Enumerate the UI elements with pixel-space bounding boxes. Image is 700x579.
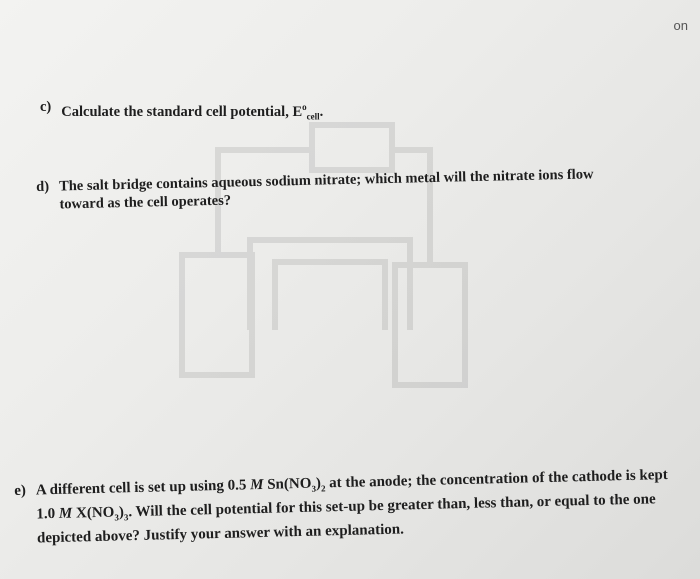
question-c-text — [61, 98, 640, 126]
compound-1-sub-b: 2 — [320, 483, 326, 494]
compound-2: X(NO — [72, 504, 115, 522]
molarity-unit-2: M — [58, 505, 73, 522]
question-c-label: c) — [40, 99, 52, 115]
compound-2-sub-a: 3 — [114, 512, 120, 523]
corner-mark: on — [673, 18, 688, 33]
question-e — [14, 466, 685, 549]
compound-2-close: ) — [118, 504, 125, 521]
question-e-label: e) — [14, 482, 27, 499]
question-d-text: The salt bridge contains aqueous sodium nitrate; which metal will the nitrate ions flow toward as the cell operates? — [58, 166, 594, 213]
cell-subscript: cell — [306, 111, 320, 122]
question-e-part3: . Will the cell potential for this set-up be greater than, less than, or equal to the one depicted above? Justify your answer with an explanation. — [36, 491, 656, 547]
question-e-text — [36, 466, 686, 549]
compound-1-sub-a: 3 — [311, 483, 317, 494]
question-c — [40, 98, 640, 126]
question-d — [36, 164, 637, 214]
standard-state-superscript: o — [302, 102, 307, 112]
compound-2-sub-b: 3 — [123, 512, 129, 523]
question-c-end: . — [319, 103, 324, 120]
question-e-part1: A different cell is set up using 0.5 — [35, 477, 251, 499]
compound-1-close: ) — [315, 475, 322, 492]
molarity-unit-1: M — [249, 476, 264, 494]
question-c-body: Calculate the standard cell potential, E — [61, 103, 303, 120]
question-d-label: d) — [36, 178, 50, 195]
question-e-part2: at the anode; the concentration of the cathode is kept 1.0 — [36, 467, 668, 523]
compound-1: Sn(NO — [263, 475, 312, 493]
